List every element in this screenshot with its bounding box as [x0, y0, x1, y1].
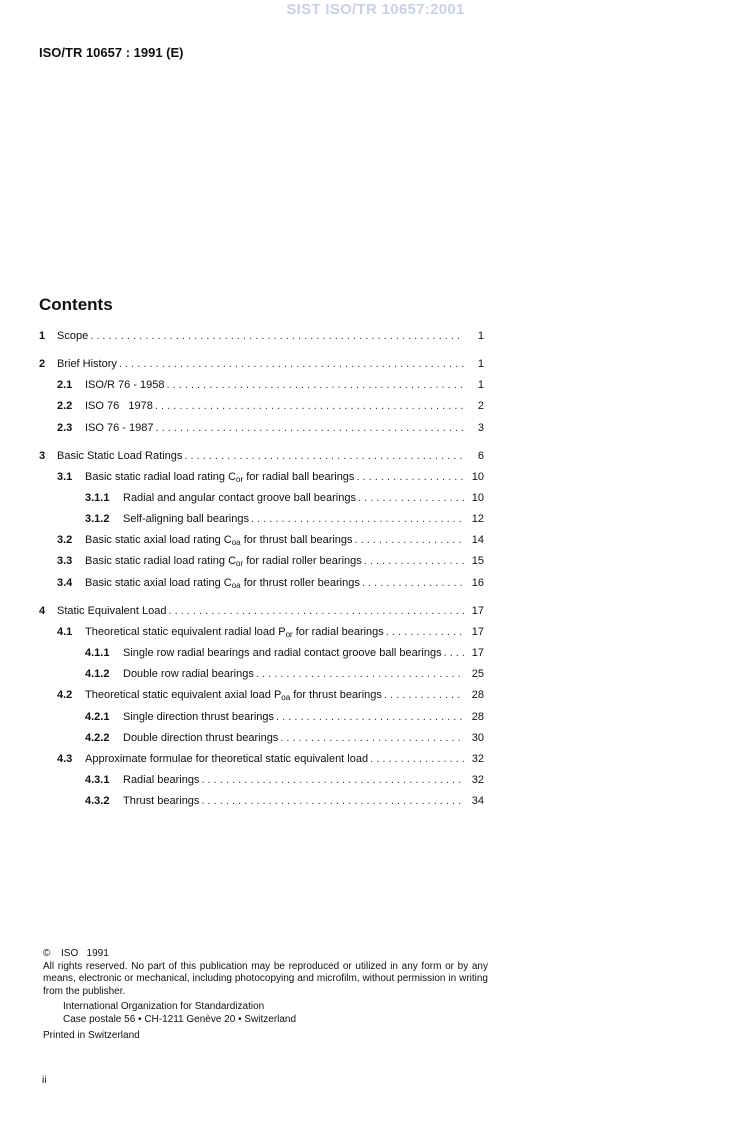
toc-leader-dots: [355, 534, 464, 546]
toc-entry-4-2[interactable]: [57, 689, 484, 707]
toc-title: Theoretical static equivalent radial load $P_{or}$ for radial bearings: [85, 626, 384, 639]
toc-leader-dots: [364, 555, 464, 567]
toc-number: 3.3: [57, 555, 73, 567]
toc-page: 1: [477, 379, 484, 391]
watermark: SIST ISO/TR 10657:2001: [286, 1, 465, 18]
toc-number: 4.2.1: [85, 711, 110, 723]
toc-number: 4.2.2: [85, 732, 110, 744]
toc-leader-dots: [201, 774, 464, 786]
toc-leader-dots: [384, 689, 464, 701]
toc-leader-dots: [155, 400, 464, 412]
toc-title: Basic static axial load rating $C_{oa}$ for thrust roller bearings: [85, 577, 360, 590]
toc-entry-1[interactable]: [39, 330, 484, 348]
toc-entry-4-3[interactable]: [57, 753, 484, 771]
toc-entry-4-2-1[interactable]: [85, 711, 484, 729]
toc-leader-dots: [370, 753, 464, 765]
toc-entry-4[interactable]: [39, 605, 484, 623]
toc-leader-dots: [167, 379, 465, 391]
toc-number: 2.1: [57, 379, 73, 391]
toc-entry-3-1[interactable]: [57, 471, 484, 489]
toc-title: Theoretical static equivalent axial load $P_{oa}$ for thrust bearings: [85, 689, 382, 702]
toc-entry-4-2-2[interactable]: [85, 732, 484, 750]
rights-statement: All rights reserved. No part of this publication may be reproduced or utilized in any form or by any means, electronic or mechanical, including photocopying and microfilm, without permission in writing from the publisher.: [43, 960, 488, 997]
toc-number: 4.2: [57, 689, 73, 701]
copyright-notice: [43, 948, 488, 1043]
toc-page: 10: [471, 492, 484, 504]
toc-page: 2: [477, 400, 484, 412]
toc-title: Self-aligning ball bearings: [123, 513, 249, 525]
toc-leader-dots: [358, 492, 464, 504]
toc-page: 30: [471, 732, 484, 744]
toc-page: 25: [471, 668, 484, 680]
toc-title: Static Equivalent Load: [57, 605, 167, 617]
toc-page: 17: [471, 647, 484, 659]
toc-title: Basic static radial load rating $C_{or}$ for radial roller bearings: [85, 555, 362, 568]
toc-page: 28: [471, 711, 484, 723]
toc-title: Double row radial bearings: [123, 668, 254, 680]
toc-leader-dots: [256, 668, 464, 680]
toc-page: 6: [477, 450, 484, 462]
toc-number: 4.3: [57, 753, 73, 765]
organization-address: Case postale 56 • CH-1211 Genève 20 • Switzerland: [63, 1013, 297, 1025]
toc-number: 3.4: [57, 577, 73, 589]
toc-number: 4.3.1: [85, 774, 110, 786]
toc-leader-dots: [168, 605, 464, 617]
toc-number: 4.1.1: [85, 647, 110, 659]
toc-leader-dots: [119, 358, 464, 370]
toc-number: 3.1: [57, 471, 73, 483]
toc-entry-4-3-1[interactable]: [85, 774, 484, 792]
toc-page: 1: [477, 358, 484, 370]
toc-entry-2-3[interactable]: [57, 422, 484, 440]
toc-number: 3.2: [57, 534, 73, 546]
toc-page: 17: [471, 605, 484, 617]
toc-page: 3: [477, 422, 484, 434]
toc-entry-2[interactable]: [39, 358, 484, 376]
toc-entry-3-4[interactable]: [57, 577, 484, 595]
toc-page: 32: [471, 774, 484, 786]
toc-number: 3: [39, 450, 46, 462]
toc-leader-dots: [156, 422, 465, 434]
document-id-header: ISO/TR 10657 : 1991 (E): [39, 45, 184, 60]
toc-page: 10: [471, 471, 484, 483]
toc-entry-3[interactable]: [39, 450, 484, 468]
toc-page: 15: [471, 555, 484, 567]
toc-page: 32: [471, 753, 484, 765]
toc-number: 4.3.2: [85, 795, 110, 807]
toc-leader-dots: [386, 626, 464, 638]
toc-title: Basic Static Load Ratings: [57, 450, 183, 462]
toc-title: ISO 76 1978: [85, 400, 153, 412]
toc-leader-dots: [184, 450, 464, 462]
toc-leader-dots: [201, 795, 464, 807]
toc-number: 2: [39, 358, 46, 370]
toc-entry-4-1[interactable]: [57, 626, 484, 644]
toc-page: 14: [471, 534, 484, 546]
toc-number: 4.1.2: [85, 668, 110, 680]
toc-entry-4-1-1[interactable]: [85, 647, 484, 665]
toc-number: 2.3: [57, 422, 73, 434]
contents-heading: Contents: [39, 295, 113, 314]
toc-title: Radial bearings: [123, 774, 200, 786]
toc-number: 3.1.2: [85, 513, 110, 525]
toc-entry-3-3[interactable]: [57, 555, 484, 573]
toc-page: 34: [471, 795, 484, 807]
toc-leader-dots: [356, 471, 464, 483]
toc-leader-dots: [362, 577, 464, 589]
toc-page: 1: [477, 330, 484, 342]
toc-number: 3.1.1: [85, 492, 110, 504]
toc-entry-2-2[interactable]: [57, 400, 484, 418]
toc-title: Radial and angular contact groove ball bearings: [123, 492, 356, 504]
toc-title: Thrust bearings: [123, 795, 200, 807]
toc-entry-3-2[interactable]: [57, 534, 484, 552]
toc-page: 16: [471, 577, 484, 589]
printed-location: Printed in Switzerland: [43, 1030, 140, 1041]
toc-leader-dots: [280, 732, 464, 744]
toc-title: ISO/R 76 - 1958: [85, 379, 165, 391]
toc-title: Scope: [57, 330, 89, 342]
page-number: ii: [42, 1075, 47, 1086]
toc-number: 4.1: [57, 626, 73, 638]
toc-title: Brief History: [57, 358, 117, 370]
toc-title: Double direction thrust bearings: [123, 732, 279, 744]
toc-page: 28: [471, 689, 484, 701]
toc-entry-4-1-2[interactable]: [85, 668, 484, 686]
toc-entry-3-1-2[interactable]: [85, 513, 484, 531]
toc-number: 2.2: [57, 400, 73, 412]
copyright-line: © ISO 1991: [43, 948, 109, 959]
toc-entry-4-3-2[interactable]: [85, 795, 484, 813]
toc-entry-3-1-1[interactable]: [85, 492, 484, 510]
toc-title: ISO 76 - 1987: [85, 422, 154, 434]
copyright-symbol: ©: [43, 948, 51, 959]
toc-page: 12: [471, 513, 484, 525]
toc-title: Basic static radial load rating $C_{or}$ for radial ball bearings: [85, 471, 355, 484]
toc-entry-2-1[interactable]: [57, 379, 484, 397]
toc-number: 1: [39, 330, 46, 342]
organization-name: International Organization for Standardization: [63, 1001, 265, 1012]
toc-leader-dots: [276, 711, 464, 723]
toc-number: 4: [39, 605, 46, 617]
toc-title: Approximate formulae for theoretical static equivalent load: [85, 753, 369, 765]
toc-title: Single direction thrust bearings: [123, 711, 275, 723]
toc-title: Single row radial bearings and radial contact groove ball bearings: [123, 647, 442, 659]
toc-page: 17: [471, 626, 484, 638]
toc-leader-dots: [251, 513, 464, 525]
toc-title: Basic static axial load rating $C_{oa}$ for thrust ball bearings: [85, 534, 353, 547]
toc-leader-dots: [90, 330, 464, 342]
toc-leader-dots: [444, 647, 464, 659]
